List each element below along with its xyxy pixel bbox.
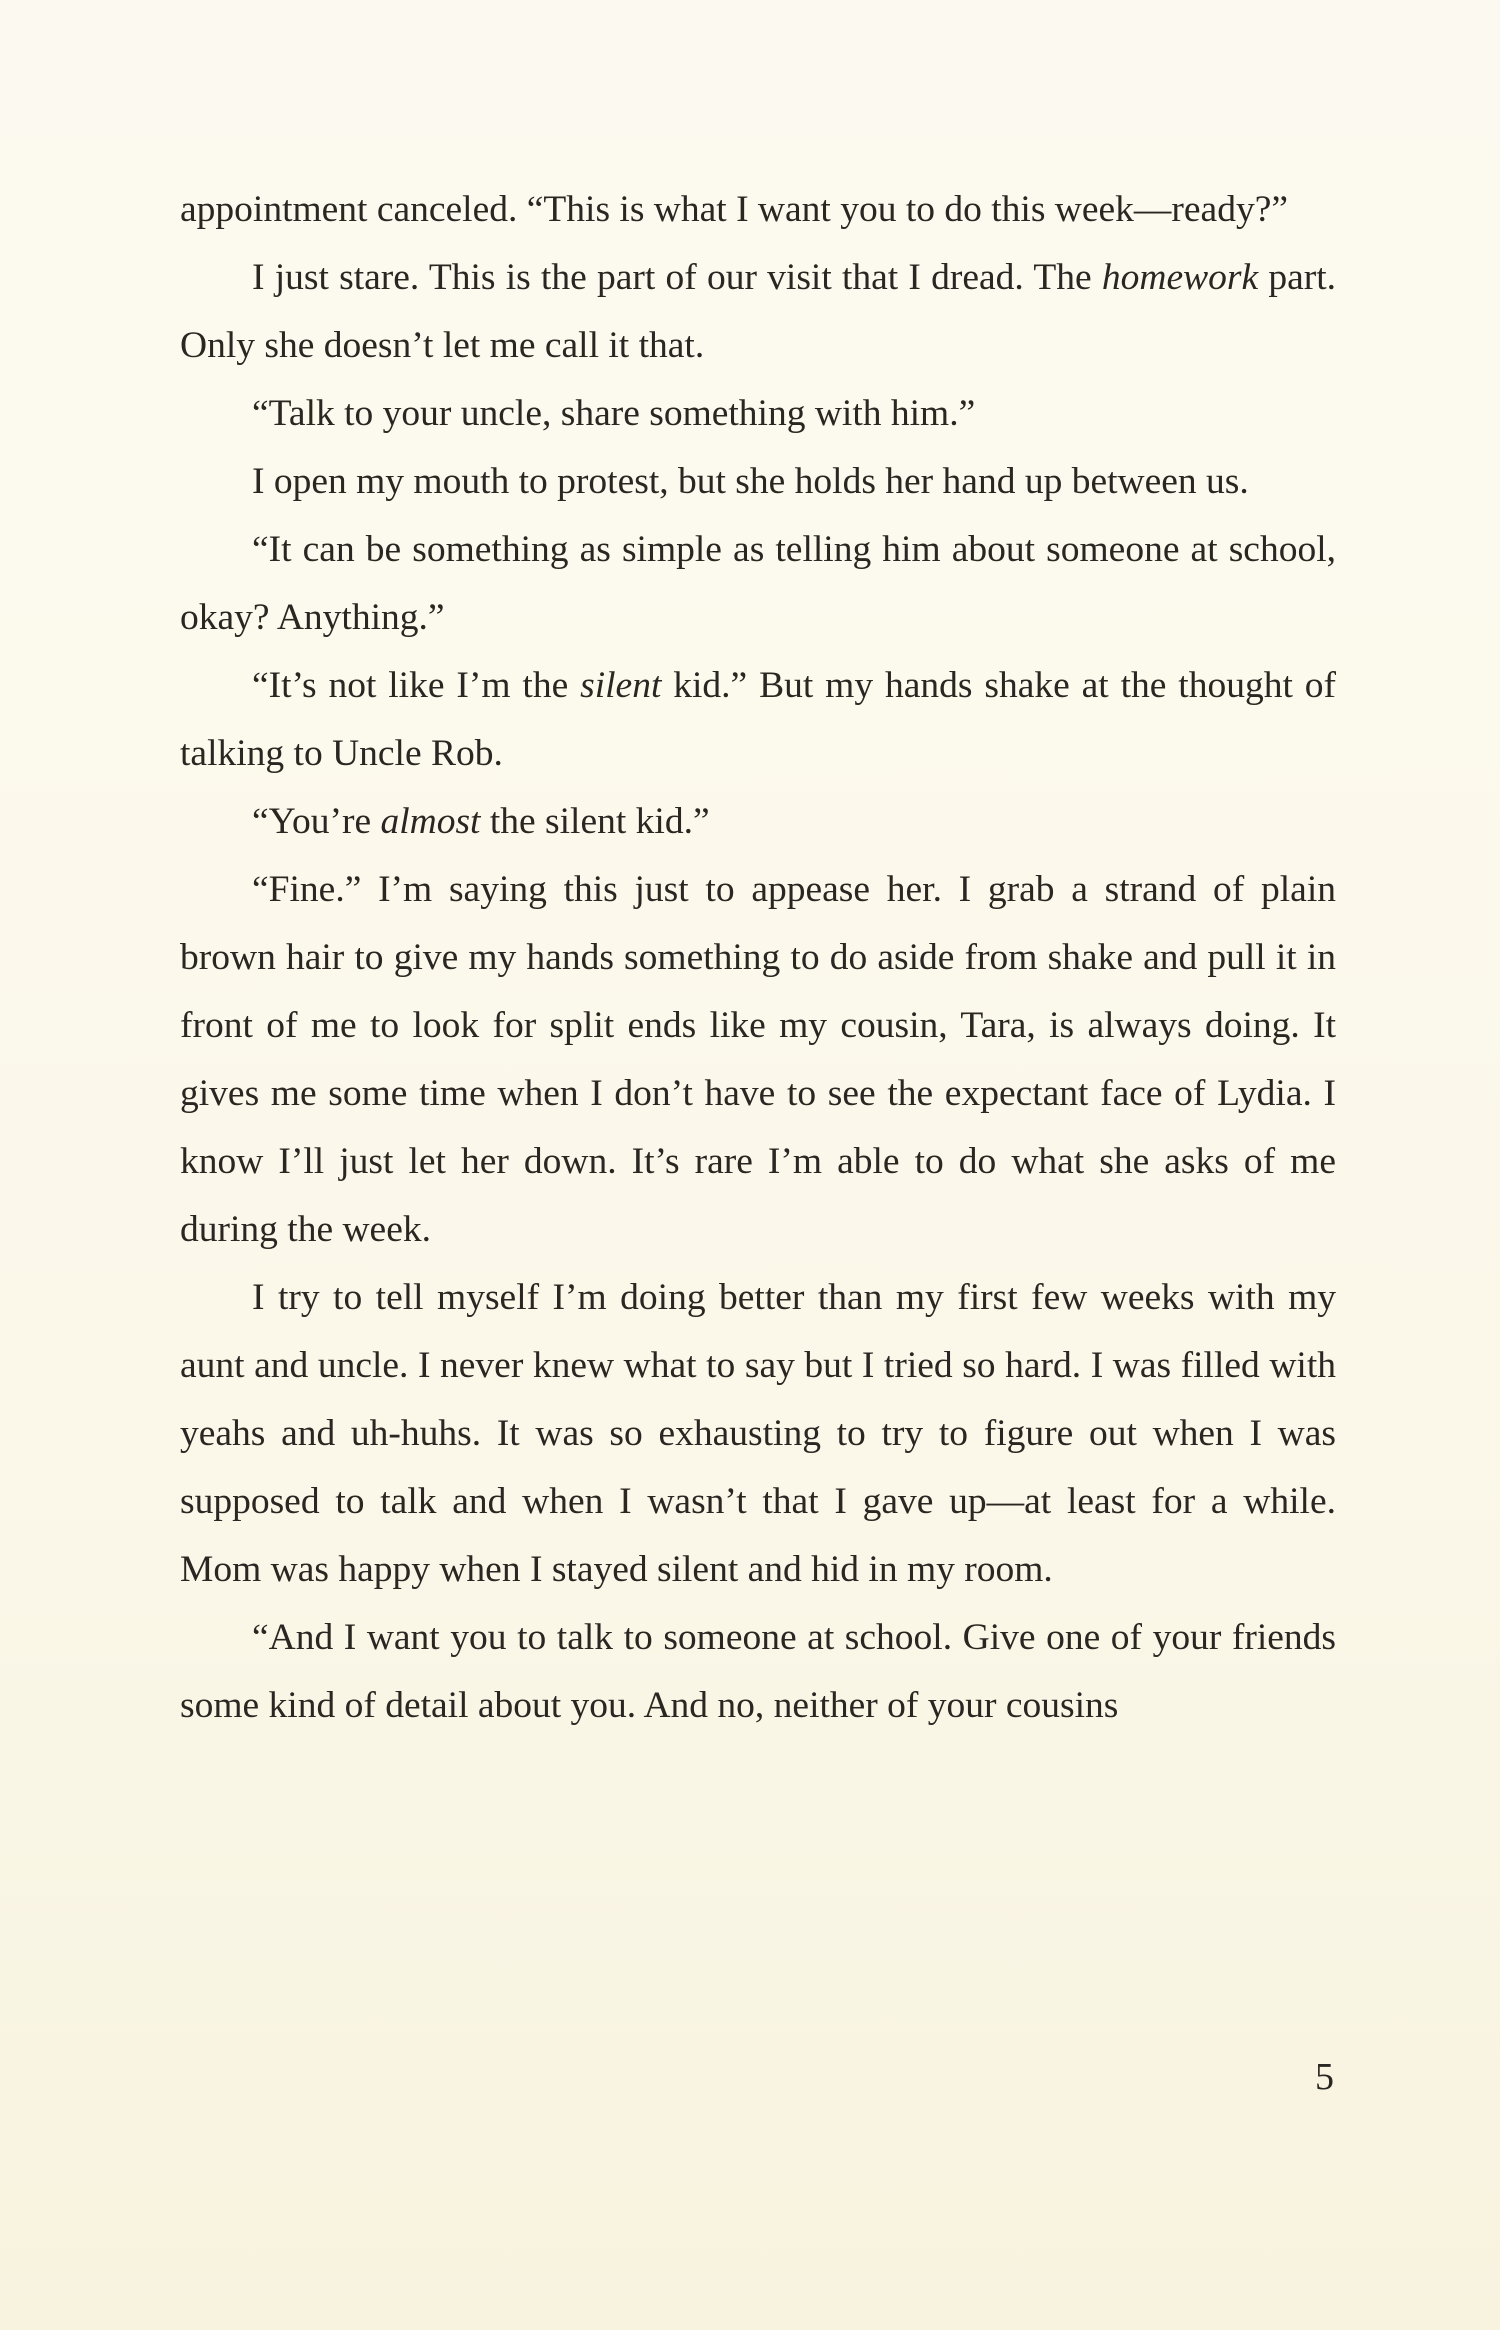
paragraph-8 <box>180 856 1336 1264</box>
paragraph-3 <box>180 380 1336 448</box>
text-run: I just stare. This is the part of our visit that I dread. The <box>252 257 1102 298</box>
paragraph-2 <box>180 244 1336 380</box>
italic-run: silent <box>580 665 662 706</box>
text-run: appointment canceled. “This is what I want you to do this week—ready?” <box>180 189 1288 230</box>
text-run: I open my mouth to protest, but she holds her hand up between us. <box>252 461 1249 502</box>
paragraph-4 <box>180 448 1336 516</box>
page-number: 5 <box>1315 2056 1334 2098</box>
paragraph-5 <box>180 516 1336 652</box>
text-run: kid.” But my hands shake at the thought of talking to Uncle Rob. <box>180 665 1336 774</box>
paragraph-1 <box>180 176 1336 244</box>
text-run: “And I want you to talk to someone at school. Give one of your friends some kind of detail about you. And no, neither of your cousins <box>180 1617 1336 1726</box>
italic-run: homework <box>1101 257 1259 298</box>
text-run: “It can be something as simple as telling him about someone at school, okay? Anything.” <box>180 529 1336 638</box>
text-run: “Talk to your uncle, share something with him.” <box>252 393 976 434</box>
text-run: “It’s not like I’m the <box>252 665 581 706</box>
paragraph-7 <box>180 788 1336 856</box>
text-run: the silent kid.” <box>480 801 710 842</box>
paragraph-6 <box>180 652 1336 788</box>
paragraph-9 <box>180 1264 1336 1604</box>
italic-run: almost <box>380 801 481 842</box>
text-run: part. Only she doesn’t let me call it that. <box>180 257 1336 366</box>
paragraph-10 <box>180 1604 1336 1740</box>
text-run: “Fine.” I’m saying this just to appease her. I grab a strand of plain brown hair to give my hands something to do aside from shake and pull it in front of me to look for split ends like my cousin, Tara, is always doing. It gives me some time when I don’t have to see the expectant face of Lydia. I know I’ll just let her down. It’s rare I’m able to do what she asks of me during the week. <box>180 869 1336 1250</box>
text-run: “You’re <box>252 801 381 842</box>
text-run: I try to tell myself I’m doing better than my first few weeks with my aunt and uncle. I never knew what to say but I tried so hard. I was filled with yeahs and uh-huhs. It was so exhausting to try to figure out when I was supposed to talk and when I wasn’t that I gave up—at least for a while. Mom was happy when I stayed silent and hid in my room. <box>180 1277 1336 1590</box>
body-text <box>180 176 1336 1740</box>
